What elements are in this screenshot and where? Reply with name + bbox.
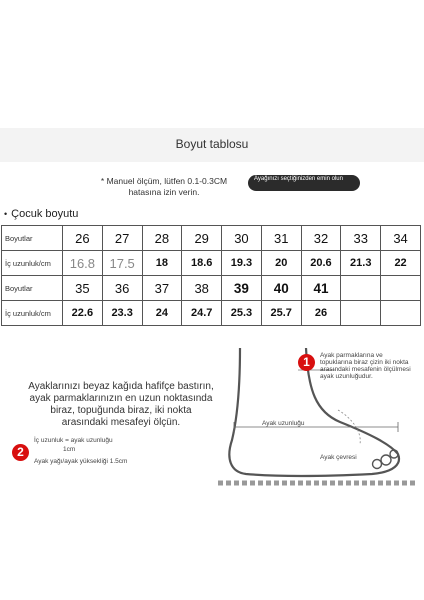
table-cell: 22.6 bbox=[63, 301, 103, 326]
table-cell bbox=[381, 276, 421, 301]
table-cell: 33 bbox=[341, 226, 381, 251]
table-cell bbox=[341, 301, 381, 326]
step-2-badge: 2 bbox=[12, 444, 29, 461]
table-cell: 23.3 bbox=[102, 301, 142, 326]
table-cell: 27 bbox=[102, 226, 142, 251]
table-cell: 34 bbox=[381, 226, 421, 251]
table-cell: 36 bbox=[102, 276, 142, 301]
table-row bbox=[2, 226, 421, 251]
table-cell: 24.7 bbox=[182, 301, 222, 326]
table-cell: 30 bbox=[222, 226, 262, 251]
table-cell: 21.3 bbox=[341, 251, 381, 276]
toe-circle bbox=[381, 455, 391, 465]
table-cell: 32 bbox=[301, 226, 341, 251]
table-row bbox=[2, 276, 421, 301]
measurement-note: * Manuel ölçüm, lütfen 0.1-0.3CM hatasına izin verin. bbox=[100, 176, 228, 197]
inner-length-note: İç uzunluk = ayak uzunluğu bbox=[34, 437, 113, 444]
table-cell: 17.5 bbox=[102, 251, 142, 276]
step-1-text: Ayak parmaklarına ve topuklarına biraz çizin iki nokta arasındaki mesafenin ölçülmesi ayak uzunluğudur. bbox=[320, 352, 411, 380]
section-heading bbox=[4, 208, 78, 220]
table-cell: 26 bbox=[63, 226, 103, 251]
table-row bbox=[2, 301, 421, 326]
table-cell: 25.7 bbox=[261, 301, 301, 326]
table-cell: 26 bbox=[301, 301, 341, 326]
table-row bbox=[2, 251, 421, 276]
section-title: Çocuk boyutu bbox=[11, 208, 79, 220]
table-cell bbox=[381, 301, 421, 326]
page-title: Boyut tablosu bbox=[175, 137, 249, 151]
step-1-badge: 1 bbox=[298, 354, 315, 371]
row-label: Boyutlar bbox=[2, 226, 63, 251]
table-cell: 16.8 bbox=[63, 251, 103, 276]
row-label: Boyutlar bbox=[2, 276, 63, 301]
table-cell: 29 bbox=[182, 226, 222, 251]
table-cell: 41 bbox=[301, 276, 341, 301]
table-cell: 40 bbox=[261, 276, 301, 301]
table-cell: 25.3 bbox=[222, 301, 262, 326]
table-cell: 37 bbox=[142, 276, 182, 301]
table-cell: 20.6 bbox=[301, 251, 341, 276]
table-cell: 38 bbox=[182, 276, 222, 301]
bullet-icon: • bbox=[4, 209, 8, 219]
measurement-instructions: Ayaklarınızı beyaz kağıda hafifçe bastırın, ayak parmaklarınızın en uzun noktasında biraz, topuğunda biraz, iki nokta arasındaki mesafeyi ölçün. bbox=[28, 381, 214, 428]
table-cell: 28 bbox=[142, 226, 182, 251]
foot-height-note: Ayak yağı/ayak yüksekliği 1.5cm bbox=[34, 458, 128, 465]
foot-girth-label: Ayak çevresi bbox=[320, 454, 357, 461]
table-cell: 35 bbox=[63, 276, 103, 301]
row-label: İç uzunluk/cm bbox=[2, 301, 63, 326]
inner-length-value: 1cm bbox=[63, 446, 76, 453]
table-cell: 19.3 bbox=[222, 251, 262, 276]
table-cell bbox=[341, 276, 381, 301]
table-cell: 39 bbox=[222, 276, 262, 301]
table-cell: 22 bbox=[381, 251, 421, 276]
table-cell: 18.6 bbox=[182, 251, 222, 276]
table-cell: 31 bbox=[261, 226, 301, 251]
row-label: İç uzunluk/cm bbox=[2, 251, 63, 276]
table-cell: 20 bbox=[261, 251, 301, 276]
foot-length-label: Ayak uzunluğu bbox=[262, 420, 305, 427]
size-table bbox=[1, 225, 421, 326]
info-pill: Ayağınızı seçtiğinizden emin olun bbox=[248, 175, 360, 191]
table-cell: 18 bbox=[142, 251, 182, 276]
table-cell: 24 bbox=[142, 301, 182, 326]
toe-circle bbox=[373, 460, 382, 469]
